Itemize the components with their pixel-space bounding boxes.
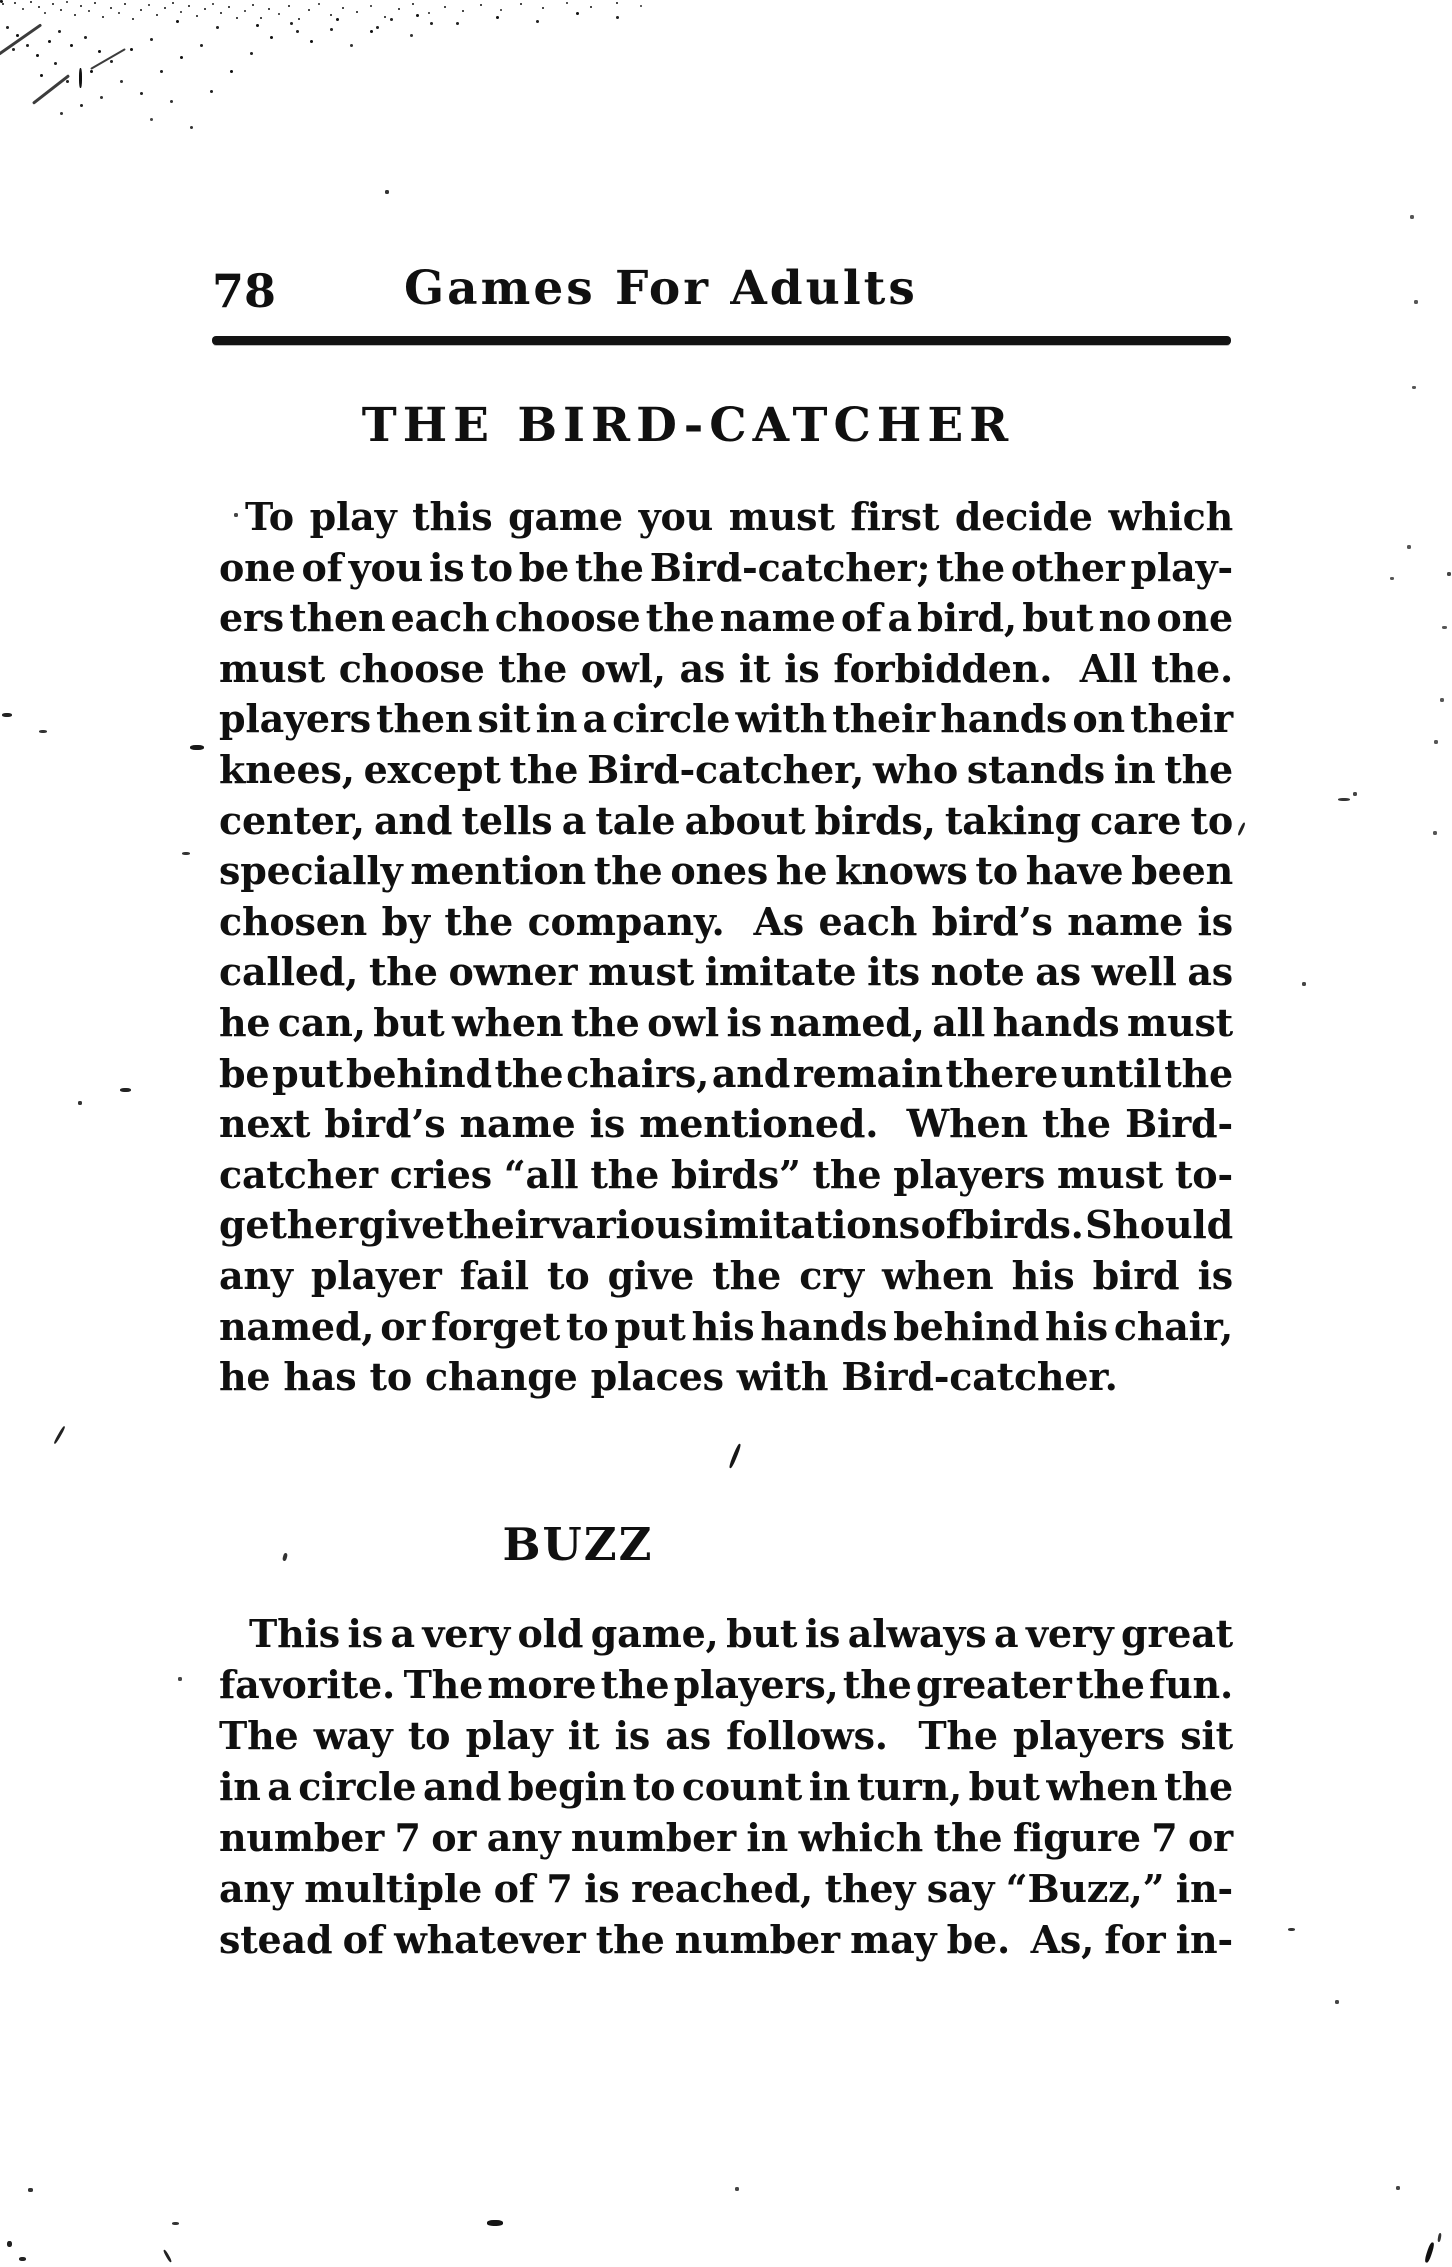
text-line: chosen by the company. As each bird’s name is xyxy=(219,898,1233,944)
text-line: next bird’s name is mentioned. When the Bird- xyxy=(219,1101,1233,1147)
scan-speck xyxy=(1437,2233,1442,2242)
section-title-bird-catcher: THE BIRD-CATCHER xyxy=(361,398,1015,453)
scan-speck xyxy=(28,2188,33,2192)
scan-speck xyxy=(120,1088,131,1092)
paragraph-buzz xyxy=(219,1608,1233,1965)
scan-speck xyxy=(1302,982,1306,986)
text-line: specially mention the ones he knows to have been xyxy=(219,848,1233,894)
scan-speck xyxy=(735,2187,739,2191)
scan-streak xyxy=(90,48,126,70)
scan-speck xyxy=(234,513,238,517)
scan-speck xyxy=(190,745,204,750)
scan-speck xyxy=(1412,386,1416,389)
scan-speck xyxy=(1237,822,1246,836)
scan-speck xyxy=(172,2222,179,2225)
text-line: one of you is to be the Bird-catcher; the other play- xyxy=(219,544,1233,590)
scan-speck xyxy=(1335,2000,1339,2004)
scan-speck xyxy=(1424,2242,1435,2264)
text-line: stead of whatever the number may be. As, for in- xyxy=(219,1917,1233,1962)
text-line: To play this game you must first decide which xyxy=(245,494,1233,539)
scan-speck xyxy=(487,2220,503,2226)
text-line: any player fail to give the cry when his bird is xyxy=(219,1252,1233,1298)
scan-speck xyxy=(1414,300,1418,304)
paragraph-bird-catcher xyxy=(219,492,1233,1403)
header-rule xyxy=(212,336,1231,345)
text-line: center, and tells a tale about birds, taking care to xyxy=(219,797,1233,843)
scan-streak xyxy=(0,23,42,55)
scan-speck xyxy=(39,730,47,733)
scan-speck xyxy=(2,713,12,717)
text-line: he has to change places with Bird-catcher. xyxy=(219,1354,1118,1400)
section-title-buzz: BUZZ xyxy=(502,1518,654,1571)
scan-speck xyxy=(1447,572,1451,576)
running-header-title: Games For Adults xyxy=(404,261,918,316)
scan-speck xyxy=(1434,740,1438,744)
text-line: players then sit in a circle with their hands on their xyxy=(219,696,1233,742)
text-line: in a circle and begin to count in turn, but when the xyxy=(219,1764,1233,1809)
text-line: be put behind the chairs, and remain there until the xyxy=(219,1050,1233,1096)
page-number: 78 xyxy=(212,264,277,318)
scan-speck xyxy=(1396,2186,1400,2190)
text-line: called, the owner must imitate its note as well as xyxy=(219,949,1233,995)
scan-noise-corner xyxy=(0,0,3,3)
scan-speck xyxy=(1440,698,1444,702)
scan-speck xyxy=(728,1443,741,1469)
text-line: number 7 or any number in which the figure 7 or xyxy=(219,1815,1233,1860)
scan-speck xyxy=(1410,215,1414,219)
scan-speck xyxy=(178,1677,182,1681)
text-line: This is a very old game, but is always a very great xyxy=(249,1611,1233,1656)
text-line: ers then each choose the name of a bird, but no one xyxy=(219,595,1233,641)
text-line: he can, but when the owl is named, all hands must xyxy=(219,999,1233,1045)
scan-speck xyxy=(1338,798,1350,801)
text-line: favorite. The more the players, the greater the fun. xyxy=(219,1662,1233,1707)
scan-speck xyxy=(1288,1928,1295,1931)
scan-speck xyxy=(19,2257,26,2261)
text-line: any multiple of 7 is reached, they say “Buzz,” in- xyxy=(219,1866,1233,1911)
scan-speck xyxy=(1353,792,1357,796)
text-line: The way to play it is as follows. The players sit xyxy=(219,1713,1233,1758)
scan-speck xyxy=(385,190,389,194)
scan-speck xyxy=(1390,577,1394,580)
scan-speck xyxy=(1433,831,1437,835)
scan-speck xyxy=(79,68,82,88)
text-line: gether give their various imitations of birds. Should xyxy=(219,1202,1233,1248)
scan-streak xyxy=(32,74,70,105)
text-line: knees, except the Bird-catcher, who stands in the xyxy=(219,746,1233,792)
text-line: catcher cries “all the birds” the players must to- xyxy=(219,1151,1233,1197)
scan-speck xyxy=(7,2241,12,2247)
scan-speck xyxy=(163,2249,173,2263)
scan-speck xyxy=(1407,545,1411,549)
scan-speck xyxy=(53,1426,66,1445)
scan-speck xyxy=(78,1101,82,1105)
scan-speck xyxy=(1442,626,1447,629)
text-line: named, or forget to put his hands behind his chair, xyxy=(219,1303,1233,1349)
text-line: must choose the owl, as it is forbidden. All the. xyxy=(219,645,1233,691)
scan-speck xyxy=(182,852,190,855)
